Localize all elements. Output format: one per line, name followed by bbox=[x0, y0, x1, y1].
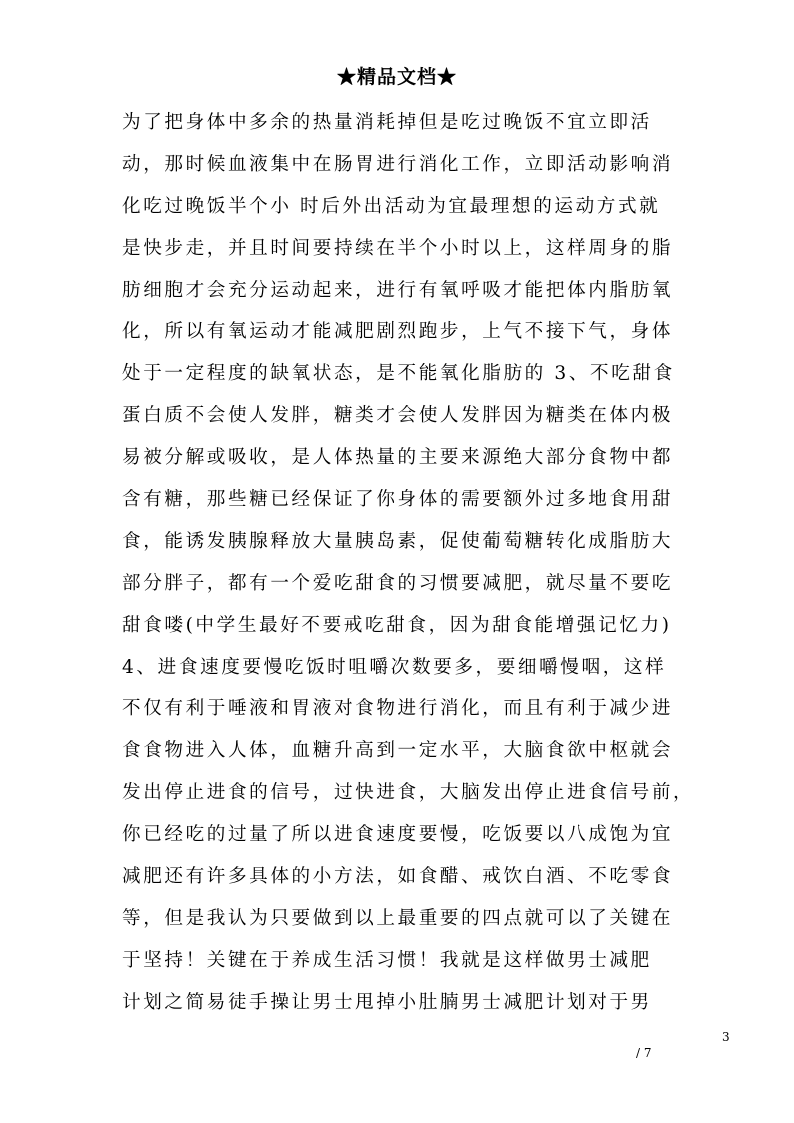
text-line: 4、进食速度要慢吃饭时咀嚼次数要多，要细嚼慢咽，这样 bbox=[122, 656, 667, 678]
text-line: 动，那时候血液集中在肠胃进行消化工作，立即活动影响消 bbox=[122, 153, 674, 175]
text-line: 肪细胞才会充分运动起来，进行有氧呼吸才能把体内脂肪氧 bbox=[122, 279, 674, 301]
text-line: 化吃过晚饭半个小 时后外出活动为宜最理想的运动方式就 bbox=[122, 195, 661, 217]
text-line: 蛋白质不会使人发胖，糖类才会使人发胖因为糖类在体内极 bbox=[122, 405, 674, 427]
text-line: 食食物进入人体，血糖升高到一定水平，大脑食欲中枢就会 bbox=[122, 740, 674, 762]
text-line: 减肥还有许多具体的小方法，如食醋、戒饮白酒、不吃零食 bbox=[122, 866, 674, 888]
text-line: 是快步走，并且时间要持续在半个小时以上，这样周身的脂 bbox=[122, 237, 674, 259]
text-line: 化，所以有氧运动才能减肥剧烈跑步，上气不接下气，身体 bbox=[122, 321, 674, 343]
text-line: 等，但是我认为只要做到以上最重要的四点就可以了关键在 bbox=[122, 907, 674, 929]
page-total: / 7 bbox=[636, 1046, 652, 1060]
text-line: 含有糖，那些糖已经保证了你身体的需要额外过多地食用甜 bbox=[122, 489, 674, 511]
text-line: 部分胖子，都有一个爱吃甜食的习惯要减肥，就尽量不要吃 bbox=[122, 572, 674, 594]
text-line: 不仅有利于唾液和胃液对食物进行消化，而且有利于减少进 bbox=[122, 698, 674, 720]
document-body bbox=[122, 102, 695, 1024]
text-line: 计划之简易徒手操让男士甩掉小肚腩男士减肥计划对于男 bbox=[122, 991, 652, 1013]
text-line: 易被分解或吸收，是人体热量的主要来源绝大部分食物中都 bbox=[122, 447, 674, 469]
page-number: 3 bbox=[722, 1030, 730, 1044]
text-line: 食，能诱发胰腺释放大量胰岛素，促使葡萄糖转化成脂肪大 bbox=[122, 530, 674, 552]
text-line: 为了把身体中多余的热量消耗掉但是吃过晚饭不宜立即活 bbox=[122, 112, 652, 133]
document-header-title: ★精品文档★ bbox=[336, 66, 457, 88]
text-line: 你已经吃的过量了所以进食速度要慢，吃饭要以八成饱为宜 bbox=[122, 824, 674, 846]
text-line: 于坚持！关键在于养成生活习惯！我就是这样做男士减肥 bbox=[122, 949, 652, 971]
text-line: 发出停止进食的信号，过快进食，大脑发出停止进食信号前， bbox=[122, 782, 695, 804]
text-line: 甜食喽(中学生最好不要戒吃甜食，因为甜食能增强记忆力) bbox=[122, 614, 672, 636]
text-line: 处于一定程度的缺氧状态，是不能氧化脂肪的 3、不吃甜食 bbox=[122, 363, 675, 385]
